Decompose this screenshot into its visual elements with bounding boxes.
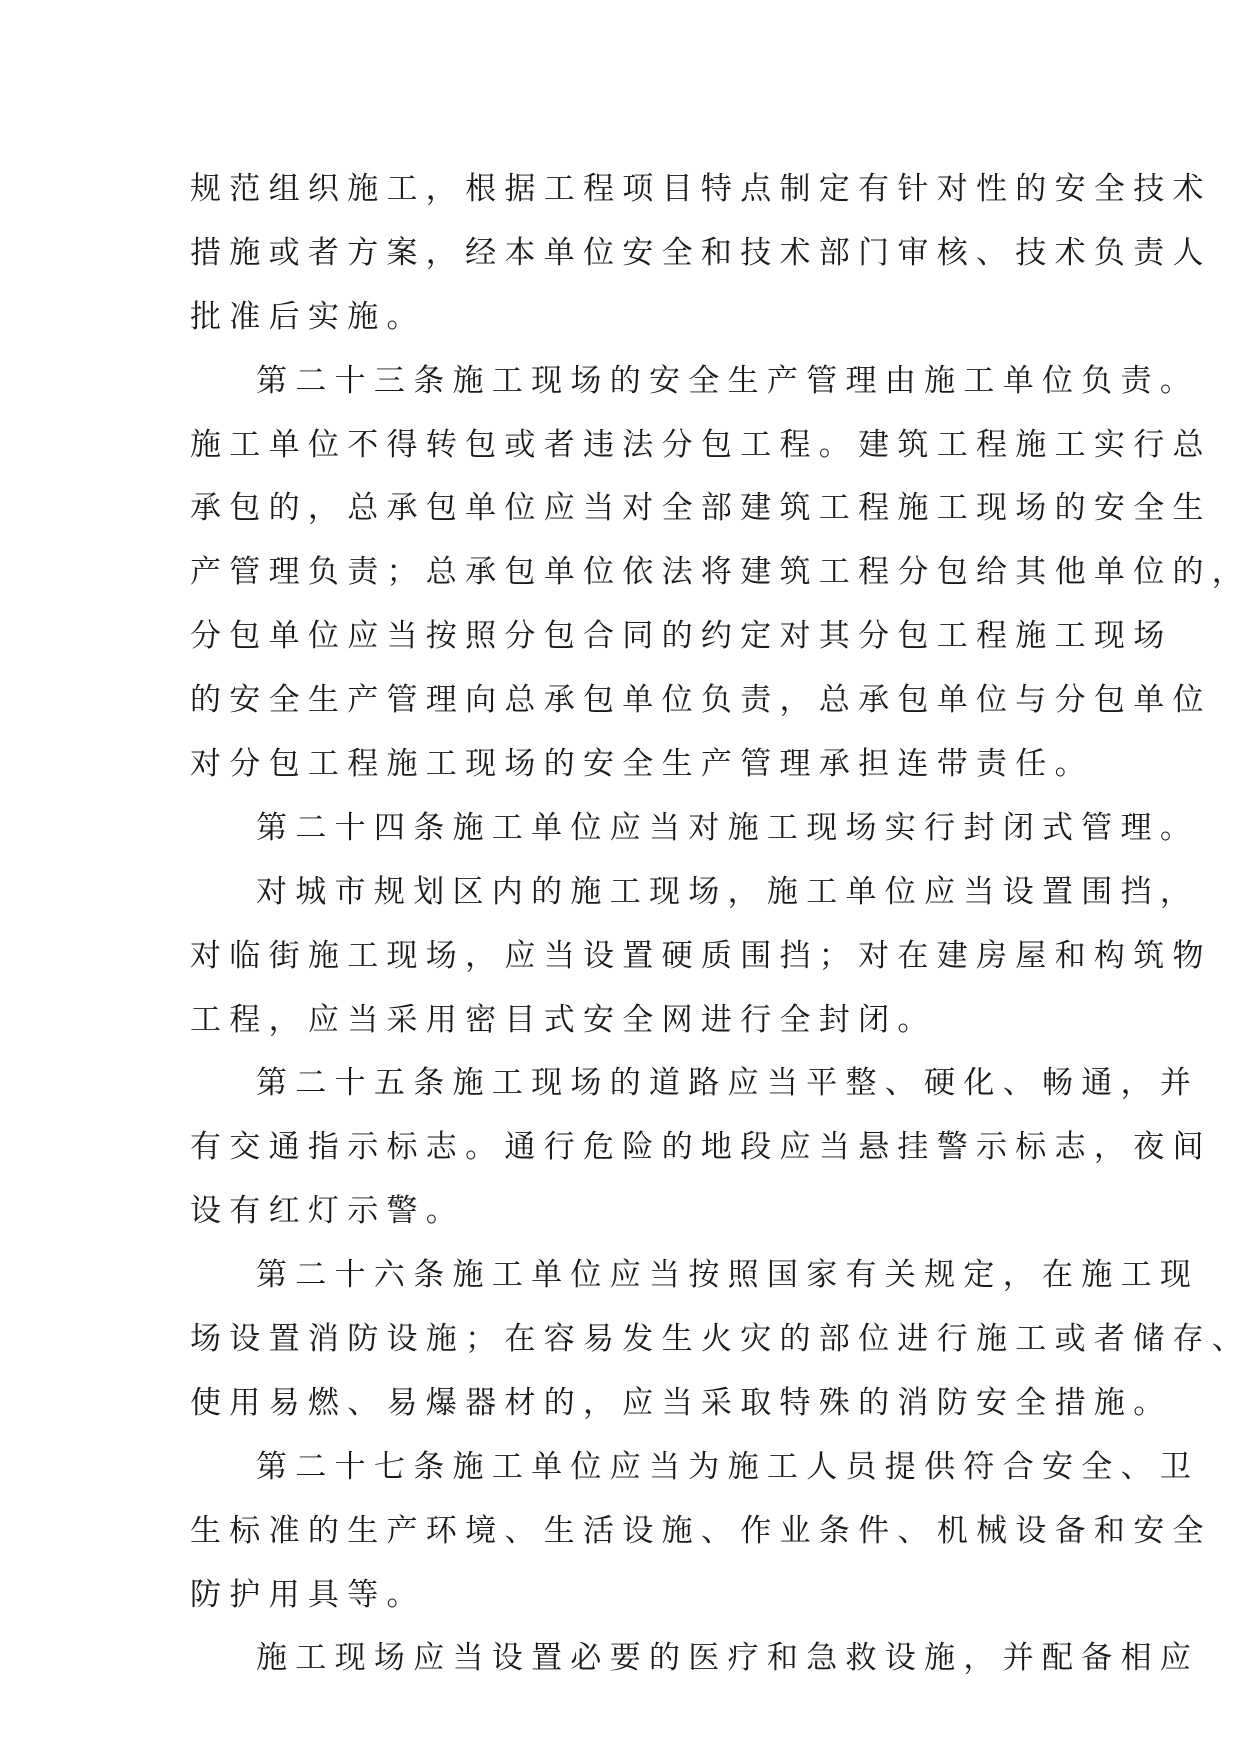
text-line: 有交通指示标志。通行危险的地段应当悬挂警示标志，夜间 [190, 1129, 1212, 1166]
article-26-start: 第二十六条施工单位应当按照国家有关规定，在施工现 [256, 1257, 1200, 1294]
text-line: 规范组织施工，根据工程项目特点制定有针对性的安全技术 [190, 171, 1212, 207]
text-line: 分包单位应当按照分包合同的约定对其分包工程施工现场 [190, 618, 1173, 655]
text-line: 产管理负责；总承包单位依法将建筑工程分包给其他单位的， [190, 554, 1251, 591]
article-25-start: 第二十五条施工现场的道路应当平整、硬化、畅通，并 [256, 1065, 1200, 1102]
text-line: 施工单位不得转包或者违法分包工程。建筑工程施工实行总 [190, 426, 1212, 463]
text-line: 对临街施工现场，应当设置硬质围挡；对在建房屋和构筑物 [190, 937, 1212, 974]
text-line: 对分包工程施工现场的安全生产管理承担连带责任。 [190, 746, 1094, 783]
text-line: 使用易燃、易爆器材的，应当采取特殊的消防安全措施。 [190, 1384, 1173, 1421]
text-line: 生标准的生产环境、生活设施、作业条件、机械设备和安全 [190, 1512, 1212, 1549]
text-line: 的安全生产管理向总承包单位负责，总承包单位与分包单位 [190, 682, 1212, 719]
text-line: 批准后实施。 [190, 298, 426, 335]
paragraph-start: 对城市规划区内的施工现场，施工单位应当设置围挡， [256, 873, 1200, 910]
body-text [190, 158, 1251, 1691]
text-line: 场设置消防设施；在容易发生火灾的部位进行施工或者储存、 [190, 1321, 1251, 1358]
text-line: 措施或者方案，经本单位安全和技术部门审核、技术负责人 [190, 234, 1212, 271]
text-line: 设有红灯示警。 [190, 1193, 466, 1230]
article-24-start: 第二十四条施工单位应当对施工现场实行封闭式管理。 [256, 809, 1200, 846]
text-line: 防护用具等。 [190, 1576, 426, 1613]
paragraph-start: 施工现场应当设置必要的医疗和急救设施，并配备相应 [256, 1640, 1200, 1677]
text-line: 工程，应当采用密目式安全网进行全封闭。 [190, 1001, 937, 1038]
text-line: 承包的，总承包单位应当对全部建筑工程施工现场的安全生 [190, 490, 1212, 527]
article-23-start: 第二十三条施工现场的安全生产管理由施工单位负责。 [256, 362, 1200, 399]
article-27-start: 第二十七条施工单位应当为施工人员提供符合安全、卫 [256, 1448, 1200, 1485]
